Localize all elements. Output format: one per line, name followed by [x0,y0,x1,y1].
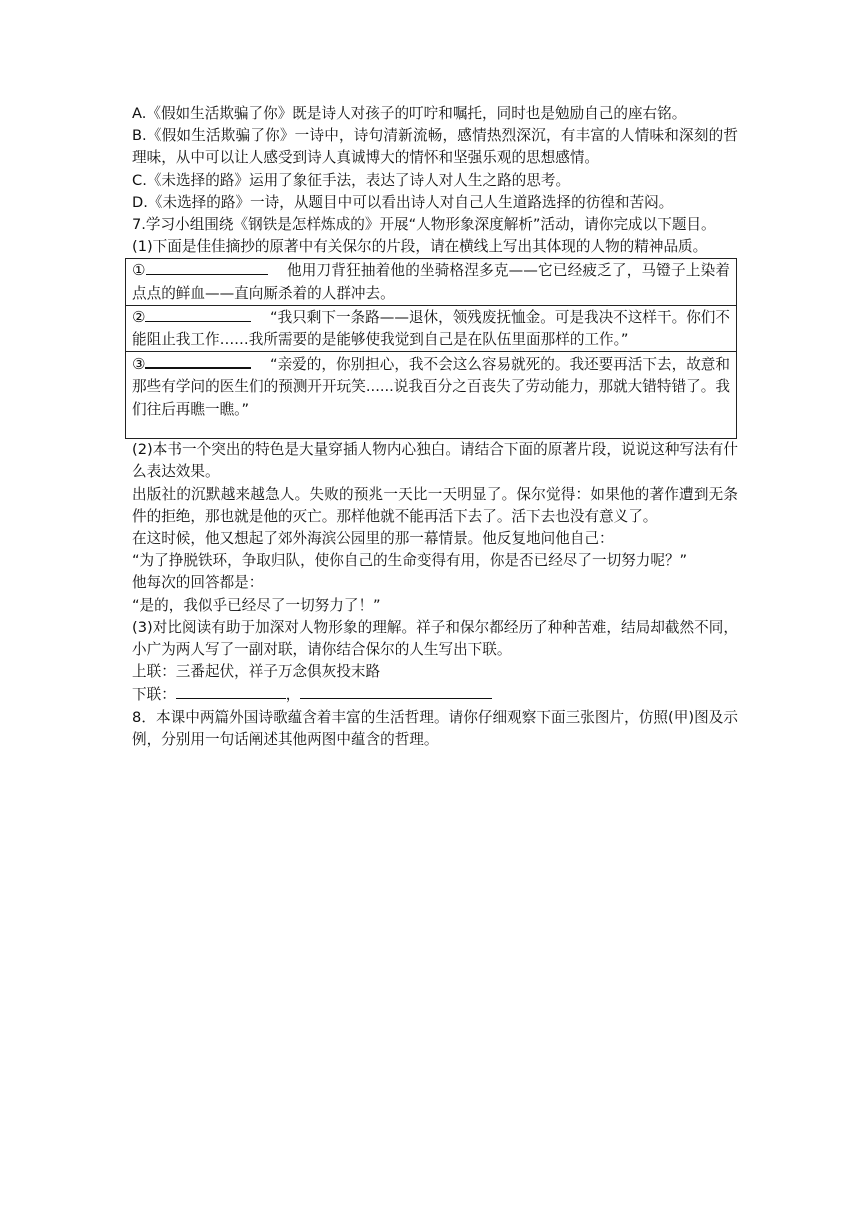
question-7-part-3: (3)对比阅读有助于加深对人物形象的理解。祥子和保尔都经历了种种苦难，结局却截然不同，小广为两人写了一副对联，请你结合保尔的人生写出下联。 [132,618,738,659]
couplet-separator: ， [285,686,301,704]
row-marker: ① [132,261,146,280]
excerpt-table [125,258,737,439]
couplet-upper: 上联：三番起伏，祥子万念俱灰投末路 [132,663,381,681]
couplet-blank-2[interactable] [300,683,492,699]
answer-blank-1[interactable] [146,259,268,275]
excerpt-row [126,305,737,351]
passage-paragraph: 他每次的回答都是： [132,574,264,592]
excerpt-text: 他用刀背狂抽着他的坐骑格涅多克——它已经疲乏了，马镫子上染着点点的鲜血——直向厮杀着的人群冲去。 [132,262,730,302]
excerpt-text: “我只剩下一条路——退休，领残废抚恤金。可是我决不这样干。你们不能阻止我工作……我所需要的是能够使我觉到自己是在队伍里面那样的工作。” [132,308,730,349]
excerpt-row [126,352,737,439]
question-7-part-1: (1)下面是佳佳摘抄的原著中有关保尔的片段，请在横线上写出其体现的人物的精神品质。 [132,238,708,256]
answer-blank-3[interactable] [145,352,251,369]
row-marker: ② [132,307,146,326]
excerpt-text: “亲爱的，你别担心，我不会这么容易就死的。我还要再活下去，故意和那些有学问的医生们的预测开开玩笑......说我百分之百丧失了劳动能力，那就大错特错了。我们往后再瞧一瞧。” [132,356,730,418]
passage-paragraph: “是的，我似乎已经尽了一切努力了！” [132,596,381,614]
passage-paragraph: “为了挣脱铁环，争取归队，使你自己的生命变得有用，你是否已经尽了一切努力呢？” [132,552,688,570]
option-a: A.《假如生活欺骗了你》既是诗人对孩子的叮咛和嘱托，同时也是勉励自己的座右铭。 [132,105,687,122]
question-8: 8．本课中两篇外国诗歌蕴含着丰富的生活哲理。请你仔细观察下面三张图片，仿照(甲)图及示例，分别用一句话阐述其他两图中蕴含的哲理。 [132,708,738,748]
couplet-blank-1[interactable] [176,683,286,699]
answer-blank-2[interactable] [145,306,251,322]
couplet-lower [132,683,738,706]
couplet-lower-label: 下联： [132,686,176,704]
question-7-part-2: (2)本书一个突出的特色是大量穿插人物内心独白。请结合下面的原著片段，说说这种写法有什么表达效果。 [132,441,738,481]
option-b: B.《假如生活欺骗了你》一诗中，诗句清新流畅，感情热烈深沉，有丰富的人情味和深刻的哲理味，从中可以让人感受到诗人真诚博大的情怀和坚强乐观的思想感情。 [132,127,738,167]
excerpt-row [126,259,737,305]
row-marker: ③ [132,355,146,374]
passage-paragraph: 出版社的沉默越来越急人。失败的预兆一天比一天明显了。保尔觉得：如果他的著作遭到无条件的拒绝，那也就是他的灭亡。那样他就不能再活下去了。活下去也没有意义了。 [132,485,738,525]
question-7-intro: 7.学习小组围绕《钢铁是怎样炼成的》开展“人物形象深度解析”活动，请你完成以下题目。 [132,216,716,234]
option-c: C.《未选择的路》运用了象征手法，表达了诗人对人生之路的思考。 [132,171,571,189]
option-d: D.《未选择的路》一诗，从题目中可以看出诗人对自己人生道路选择的彷徨和苦闷。 [132,193,674,211]
passage-paragraph: 在这时候，他又想起了郊外海滨公园里的那一幕情景。他反复地问他自己： [132,530,614,548]
document-page [132,103,738,751]
